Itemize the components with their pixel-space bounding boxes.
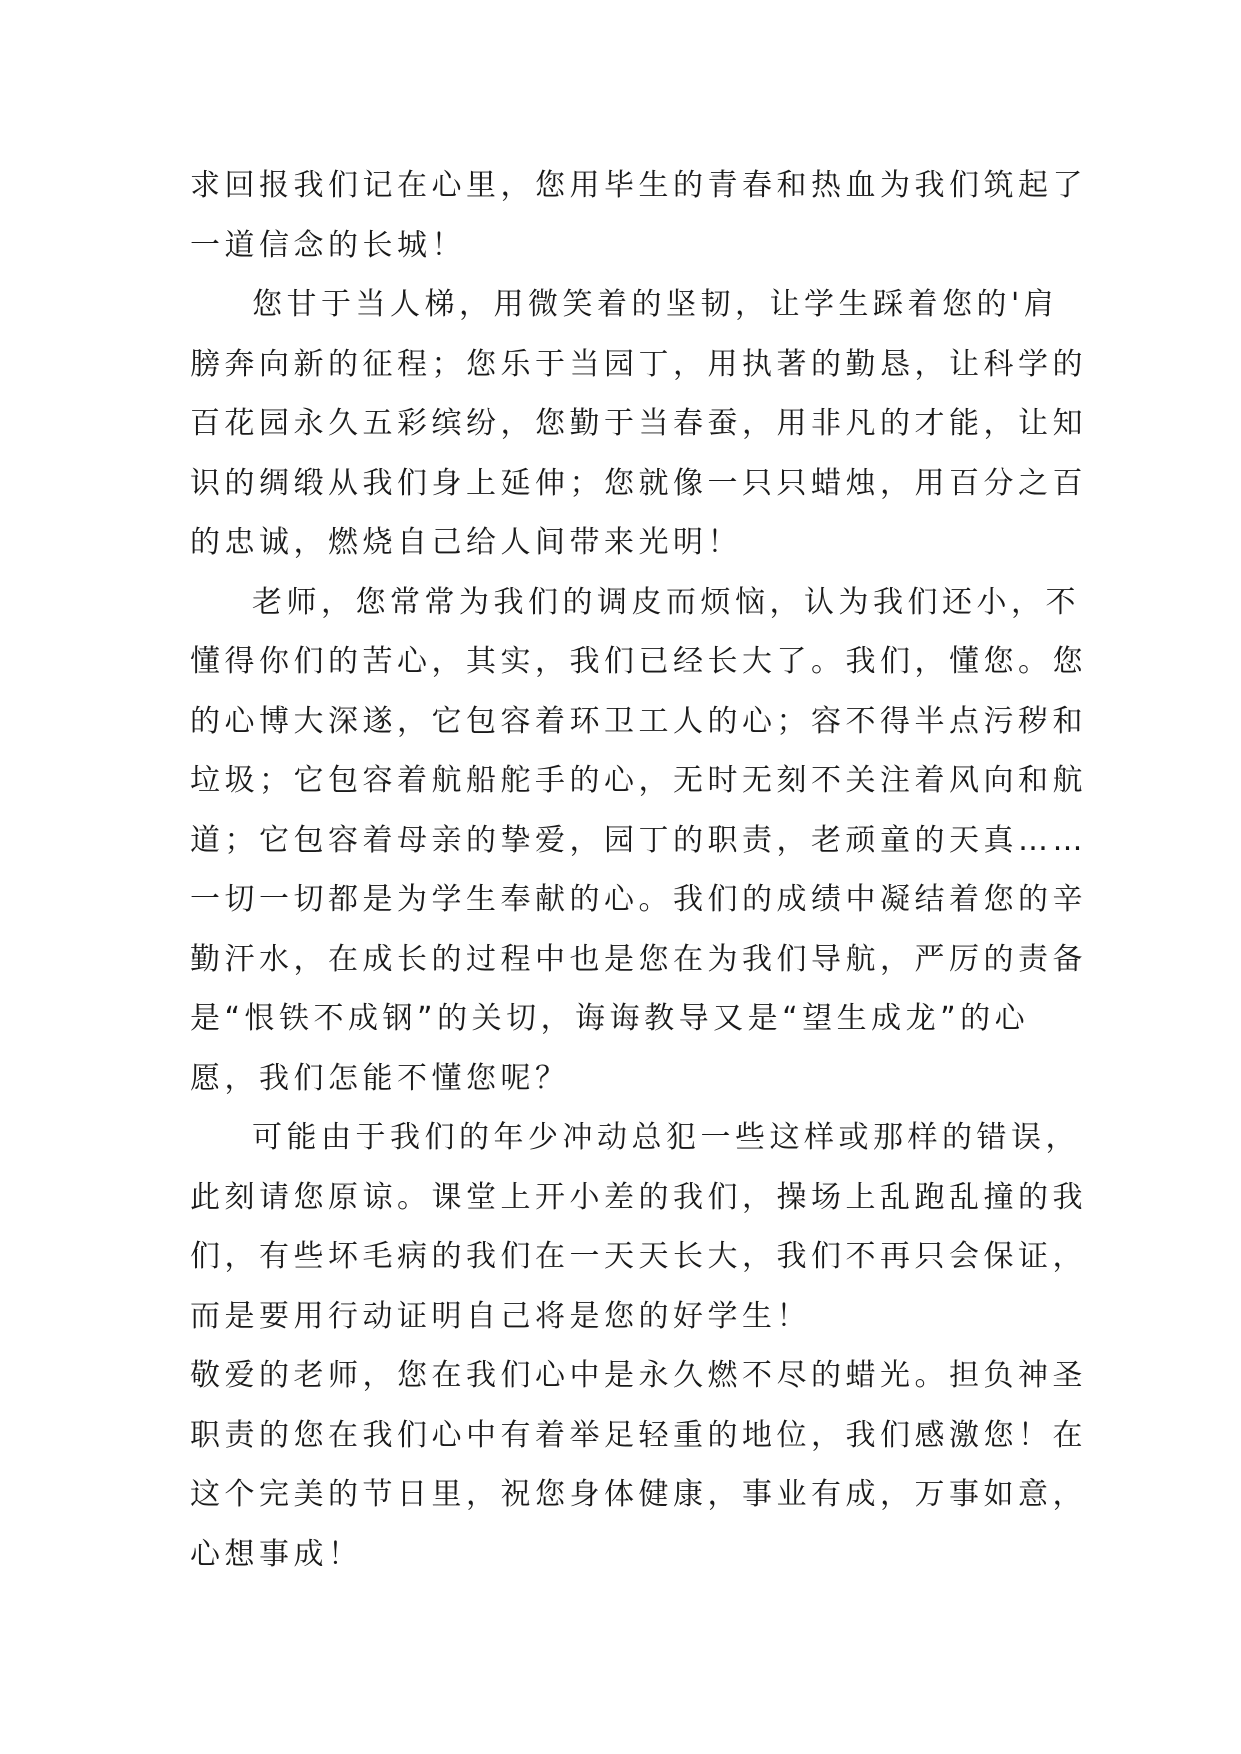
text-line: 勤汗水，在成长的过程中也是您在为我们导航，严厉的责备 [190, 941, 1087, 977]
text-line: 懂得你们的苦心，其实，我们已经长大了。我们，懂您。您 [190, 644, 1087, 679]
text-line: 们，有些坏毛病的我们在一天天长大，我们不再只会保证， [190, 1239, 1087, 1274]
text-line: 这个完美的节日里，祝您身体健康，事业有成，万事如意， [190, 1477, 1087, 1512]
text-line: 膀奔向新的征程；您乐于当园丁，用执著的勤恳，让科学的 [190, 346, 1087, 382]
text-line: 道；它包容着母亲的挚爱，园丁的职责，老顽童的天真…… [190, 822, 1087, 858]
text-line: 的心博大深遂，它包容着环卫工人的心；容不得半点污秽和 [190, 703, 1087, 739]
text-line: 此刻请您原谅。课堂上开小差的我们，操场上乱跑乱撞的我 [190, 1179, 1087, 1215]
text-line: 可能由于我们的年少冲动总犯一些这样或那样的错误， [252, 1120, 1080, 1155]
text-line: 职责的您在我们心中有着举足轻重的地位，我们感激您！在 [190, 1417, 1087, 1453]
text-line: 心想事成！ [190, 1536, 363, 1572]
text-line: 您甘于当人梯，用微笑着的坚韧，让学生踩着您的'肩 [252, 287, 1059, 322]
text-line: 老师，您常常为我们的调皮而烦恼，认为我们还小，不 [252, 584, 1080, 620]
text-line: 垃圾；它包容着航船舵手的心，无时无刻不关注着风向和航 [190, 763, 1087, 798]
text-line: 而是要用行动证明自己将是您的好学生！ [190, 1298, 811, 1334]
text-line: 求回报我们记在心里，您用毕生的青春和热血为我们筑起了 [190, 168, 1087, 203]
text-line: 是“恨铁不成钢”的关切，诲诲教导又是“望生成龙”的心 [190, 1001, 1030, 1036]
text-line: 的忠诚，燃烧自己给人间带来光明！ [190, 525, 742, 560]
text-line: 识的绸缎从我们身上延伸；您就像一只只蜡烛，用百分之百 [190, 465, 1087, 501]
body-text [190, 156, 1087, 1584]
text-line: 一道信念的长城！ [190, 227, 466, 263]
text-line: 一切一切都是为学生奉献的心。我们的成绩中凝结着您的辛 [190, 882, 1087, 917]
text-line: 敬爱的老师，您在我们心中是永久燃不尽的蜡光。担负神圣 [190, 1358, 1087, 1393]
text-line: 愿，我们怎能不懂您呢？ [190, 1060, 570, 1096]
text-line: 百花园永久五彩缤纷，您勤于当春蚕，用非凡的才能，让知 [190, 406, 1087, 441]
